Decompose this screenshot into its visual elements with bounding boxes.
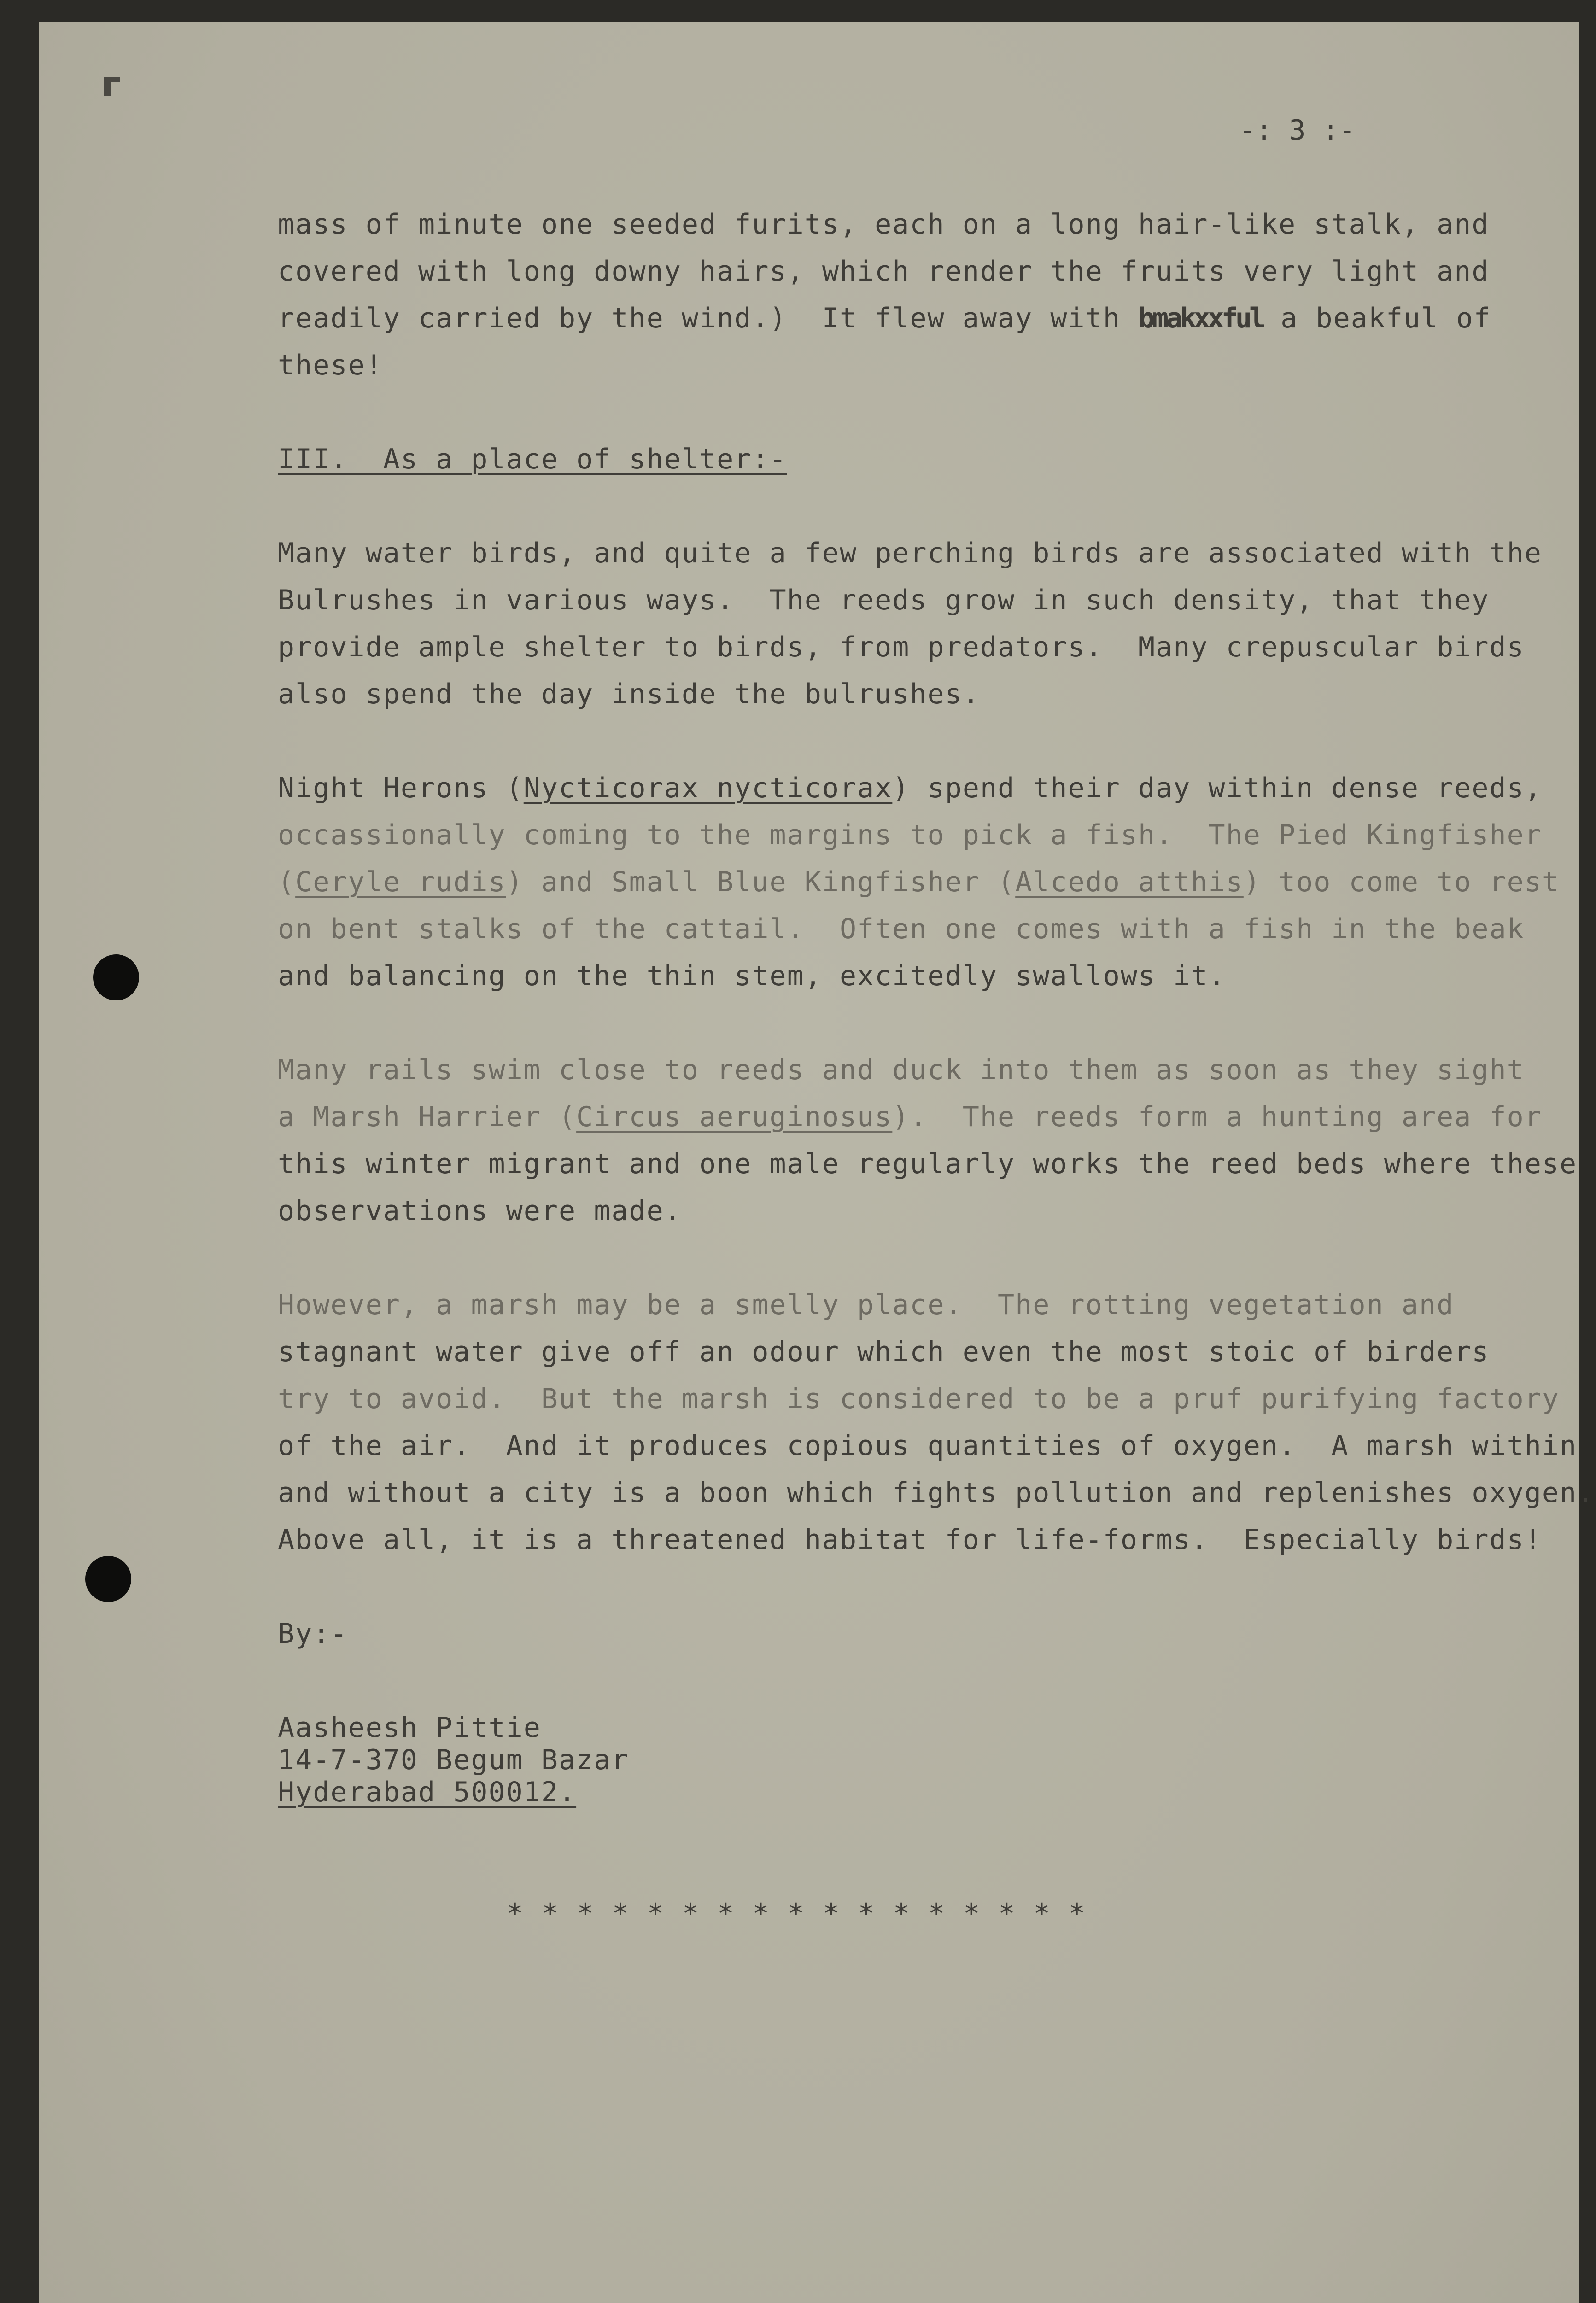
text-line: try to avoid. But the marsh is considered to be a pruf purifying factory [278, 1383, 1560, 1415]
species-name: Alcedo atthis [1015, 866, 1244, 898]
text-line: provide ample shelter to birds, from predators. Many crepuscular birds [278, 631, 1525, 663]
author-city: Hyderabad 500012. [278, 1776, 577, 1808]
text-line: mass of minute one seeded furits, each on a long hair-like stalk, and [278, 208, 1490, 240]
text-line: Many rails swim close to reeds and duck into them as soon as they sight [278, 1054, 1525, 1086]
text-line: these! [278, 349, 383, 381]
text-span: a Marsh Harrier ( [278, 1101, 577, 1133]
species-name: Nycticorax nycticorax [523, 772, 893, 804]
text-line: and without a city is a boon which fights pollution and replenishes oxygen. [278, 1477, 1595, 1509]
text-line [278, 772, 1542, 804]
text-line [278, 302, 1491, 334]
text-line: observations were made. [278, 1195, 682, 1227]
page-number: -: 3 :- [1239, 114, 1356, 146]
text-line: also spend the day inside the bulrushes. [278, 678, 980, 710]
asterisk-divider: * * * * * * * * * * * * * * * * * [507, 1898, 1087, 1930]
text-line: this winter migrant and one male regularly works the reed beds where these [278, 1148, 1578, 1180]
text-span: ) spend their day within dense reeds, [892, 772, 1542, 804]
text-line: Above all, it is a threatened habitat for life-forms. Especially birds! [278, 1524, 1542, 1556]
text-line: of the air. And it produces copious quantities of oxygen. A marsh within [278, 1430, 1578, 1462]
author-name: Aasheesh Pittie [278, 1712, 541, 1744]
text-line: on bent stalks of the cattail. Often one comes with a fish in the beak [278, 913, 1525, 945]
byline-label: By:- [278, 1618, 348, 1650]
text-line: covered with long downy hairs, which render the fruits very light and [278, 255, 1490, 287]
text-span: Night Herons ( [278, 772, 524, 804]
text-line: stagnant water give off an odour which even the most stoic of birders [278, 1336, 1490, 1368]
text-span: ). The reeds form a hunting area for [892, 1101, 1542, 1133]
punch-hole-bottom [85, 1556, 131, 1602]
text-span: ( [278, 866, 296, 898]
text-line: and balancing on the thin stem, excitedly swallows it. [278, 960, 1226, 992]
text-line: occassionally coming to the margins to pick a fish. The Pied Kingfisher [278, 819, 1542, 851]
punch-hole-top [93, 954, 139, 1000]
species-name: Ceryle rudis [295, 866, 506, 898]
text-line: Bulrushes in various ways. The reeds grow in such density, that they [278, 584, 1490, 616]
section-heading: III. As a place of shelter:- [278, 443, 787, 475]
text-line [278, 1101, 1542, 1133]
text-line: Many water birds, and quite a few perching birds are associated with the [278, 537, 1542, 569]
text-span: readily carried by the wind.) It flew away with [278, 302, 1139, 334]
text-span: ) and Small Blue Kingfisher ( [506, 866, 1016, 898]
text-line: However, a marsh may be a smelly place. The rotting vegetation and [278, 1289, 1455, 1321]
text-span: a beakful of [1263, 302, 1491, 334]
staple-mark-2 [104, 77, 120, 82]
species-name: Circus aeruginosus [576, 1101, 893, 1133]
text-line [278, 866, 1560, 898]
text-span: ) too come to rest [1243, 866, 1560, 898]
author-address: 14-7-370 Begum Bazar [278, 1744, 629, 1776]
struck-out-text: bmakxxful [1138, 302, 1263, 334]
